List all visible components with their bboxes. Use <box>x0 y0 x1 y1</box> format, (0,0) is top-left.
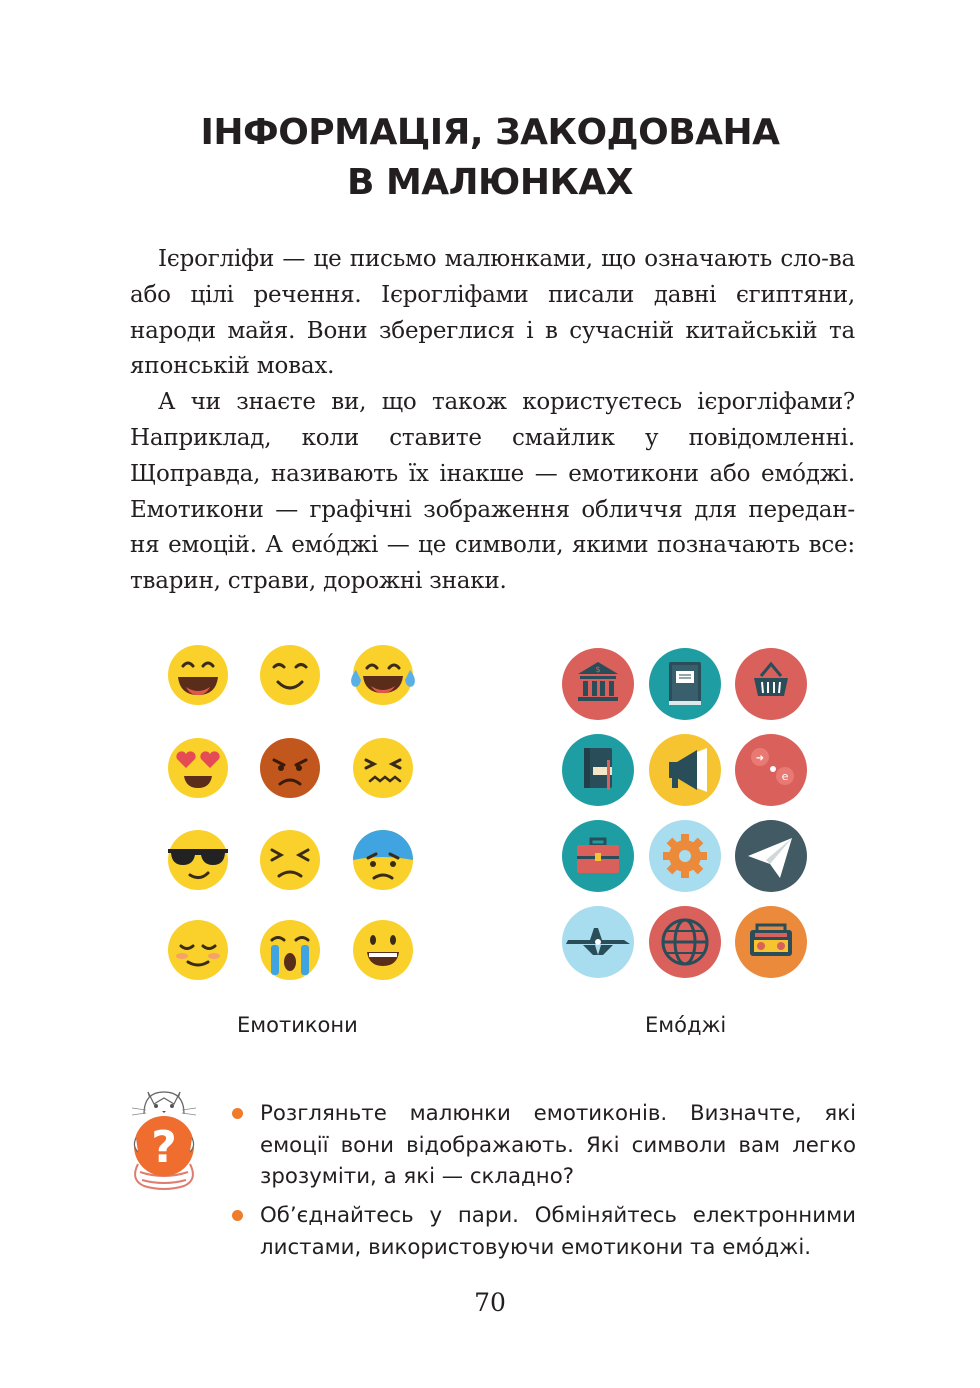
notebook-icon <box>562 734 634 806</box>
loudly-crying-face-icon <box>260 920 320 980</box>
tears-of-joy-face-icon <box>351 645 415 705</box>
emoji-caption: Емо́джі <box>645 1013 727 1037</box>
emoji-grid <box>555 640 815 990</box>
gear-icon <box>649 820 721 892</box>
molecule-icon <box>735 734 807 806</box>
paragraph-2: А чи знаєте ви, що також користуєтесь ієрогліфами? Наприклад, коли ставите смайлик у повідомленні. Щоправда, називають їх інакше — емотикони або емо́джі. Емотикони — графічні зображення обличчя для передан-ня емоцій. А емо́джі — це символи, якими позначають все: тварин, страви, дорожні знаки. <box>130 389 855 595</box>
grinning-face-icon <box>168 645 228 705</box>
emoticons-caption: Емотикони <box>237 1013 358 1037</box>
cat-question-icon <box>124 1084 204 1192</box>
heart-eyes-face-icon <box>168 738 228 798</box>
bank-icon <box>562 648 634 720</box>
emoticons-grid <box>160 640 430 990</box>
body-text <box>130 242 855 600</box>
book-icon <box>649 648 721 720</box>
sunglasses-face-icon <box>168 830 228 890</box>
svg-text:?: ? <box>151 1122 177 1173</box>
confounded-face-icon <box>353 738 413 798</box>
bullet-icon <box>232 1210 243 1221</box>
svg-text:➜: ➜ <box>755 753 765 764</box>
fearful-face-icon <box>353 830 413 890</box>
angry-face-icon <box>260 738 320 798</box>
paragraph-1: Ієрогліфи — це письмо малюнками, що означають сло-ва або цілі речення. Ієрогліфами писали давні єгиптяни, народи майя. Вони збереглися і в сучасній китайській та японській мовах. <box>130 246 855 380</box>
svg-text:e: e <box>781 770 789 783</box>
smiling-face-icon <box>260 645 320 705</box>
task-item-2-text: Об’єднайтесь у пари. Обміняйтесь електронними листами, використовуючи емотикони та емо́джі. <box>260 1203 856 1260</box>
title-line-2: В МАЛЮНКАХ <box>347 162 633 203</box>
persevering-face-icon <box>260 830 320 890</box>
task-item-2 <box>232 1200 856 1263</box>
shopping-basket-icon <box>735 648 807 720</box>
page-title <box>0 108 980 208</box>
radio-icon <box>735 906 807 978</box>
briefcase-icon <box>562 820 634 892</box>
smiley-face-icon <box>353 920 413 980</box>
paper-plane-icon <box>735 820 807 892</box>
relieved-face-icon <box>168 920 228 980</box>
airplane-icon <box>562 906 634 978</box>
page-number: 70 <box>474 1288 506 1317</box>
megaphone-icon <box>649 734 721 806</box>
svg-text:$: $ <box>595 665 601 674</box>
title-line-1: ІНФОРМАЦІЯ, ЗАКОДОВАНА <box>200 112 780 153</box>
globe-icon <box>649 906 721 978</box>
bullet-icon <box>232 1108 243 1119</box>
task-item-1-text: Розгляньте малюнки емотиконів. Визначте, які емоції вони відображають. Які символи вам легко зрозуміти, а які — складно? <box>260 1101 856 1189</box>
task-item-1 <box>232 1098 856 1193</box>
